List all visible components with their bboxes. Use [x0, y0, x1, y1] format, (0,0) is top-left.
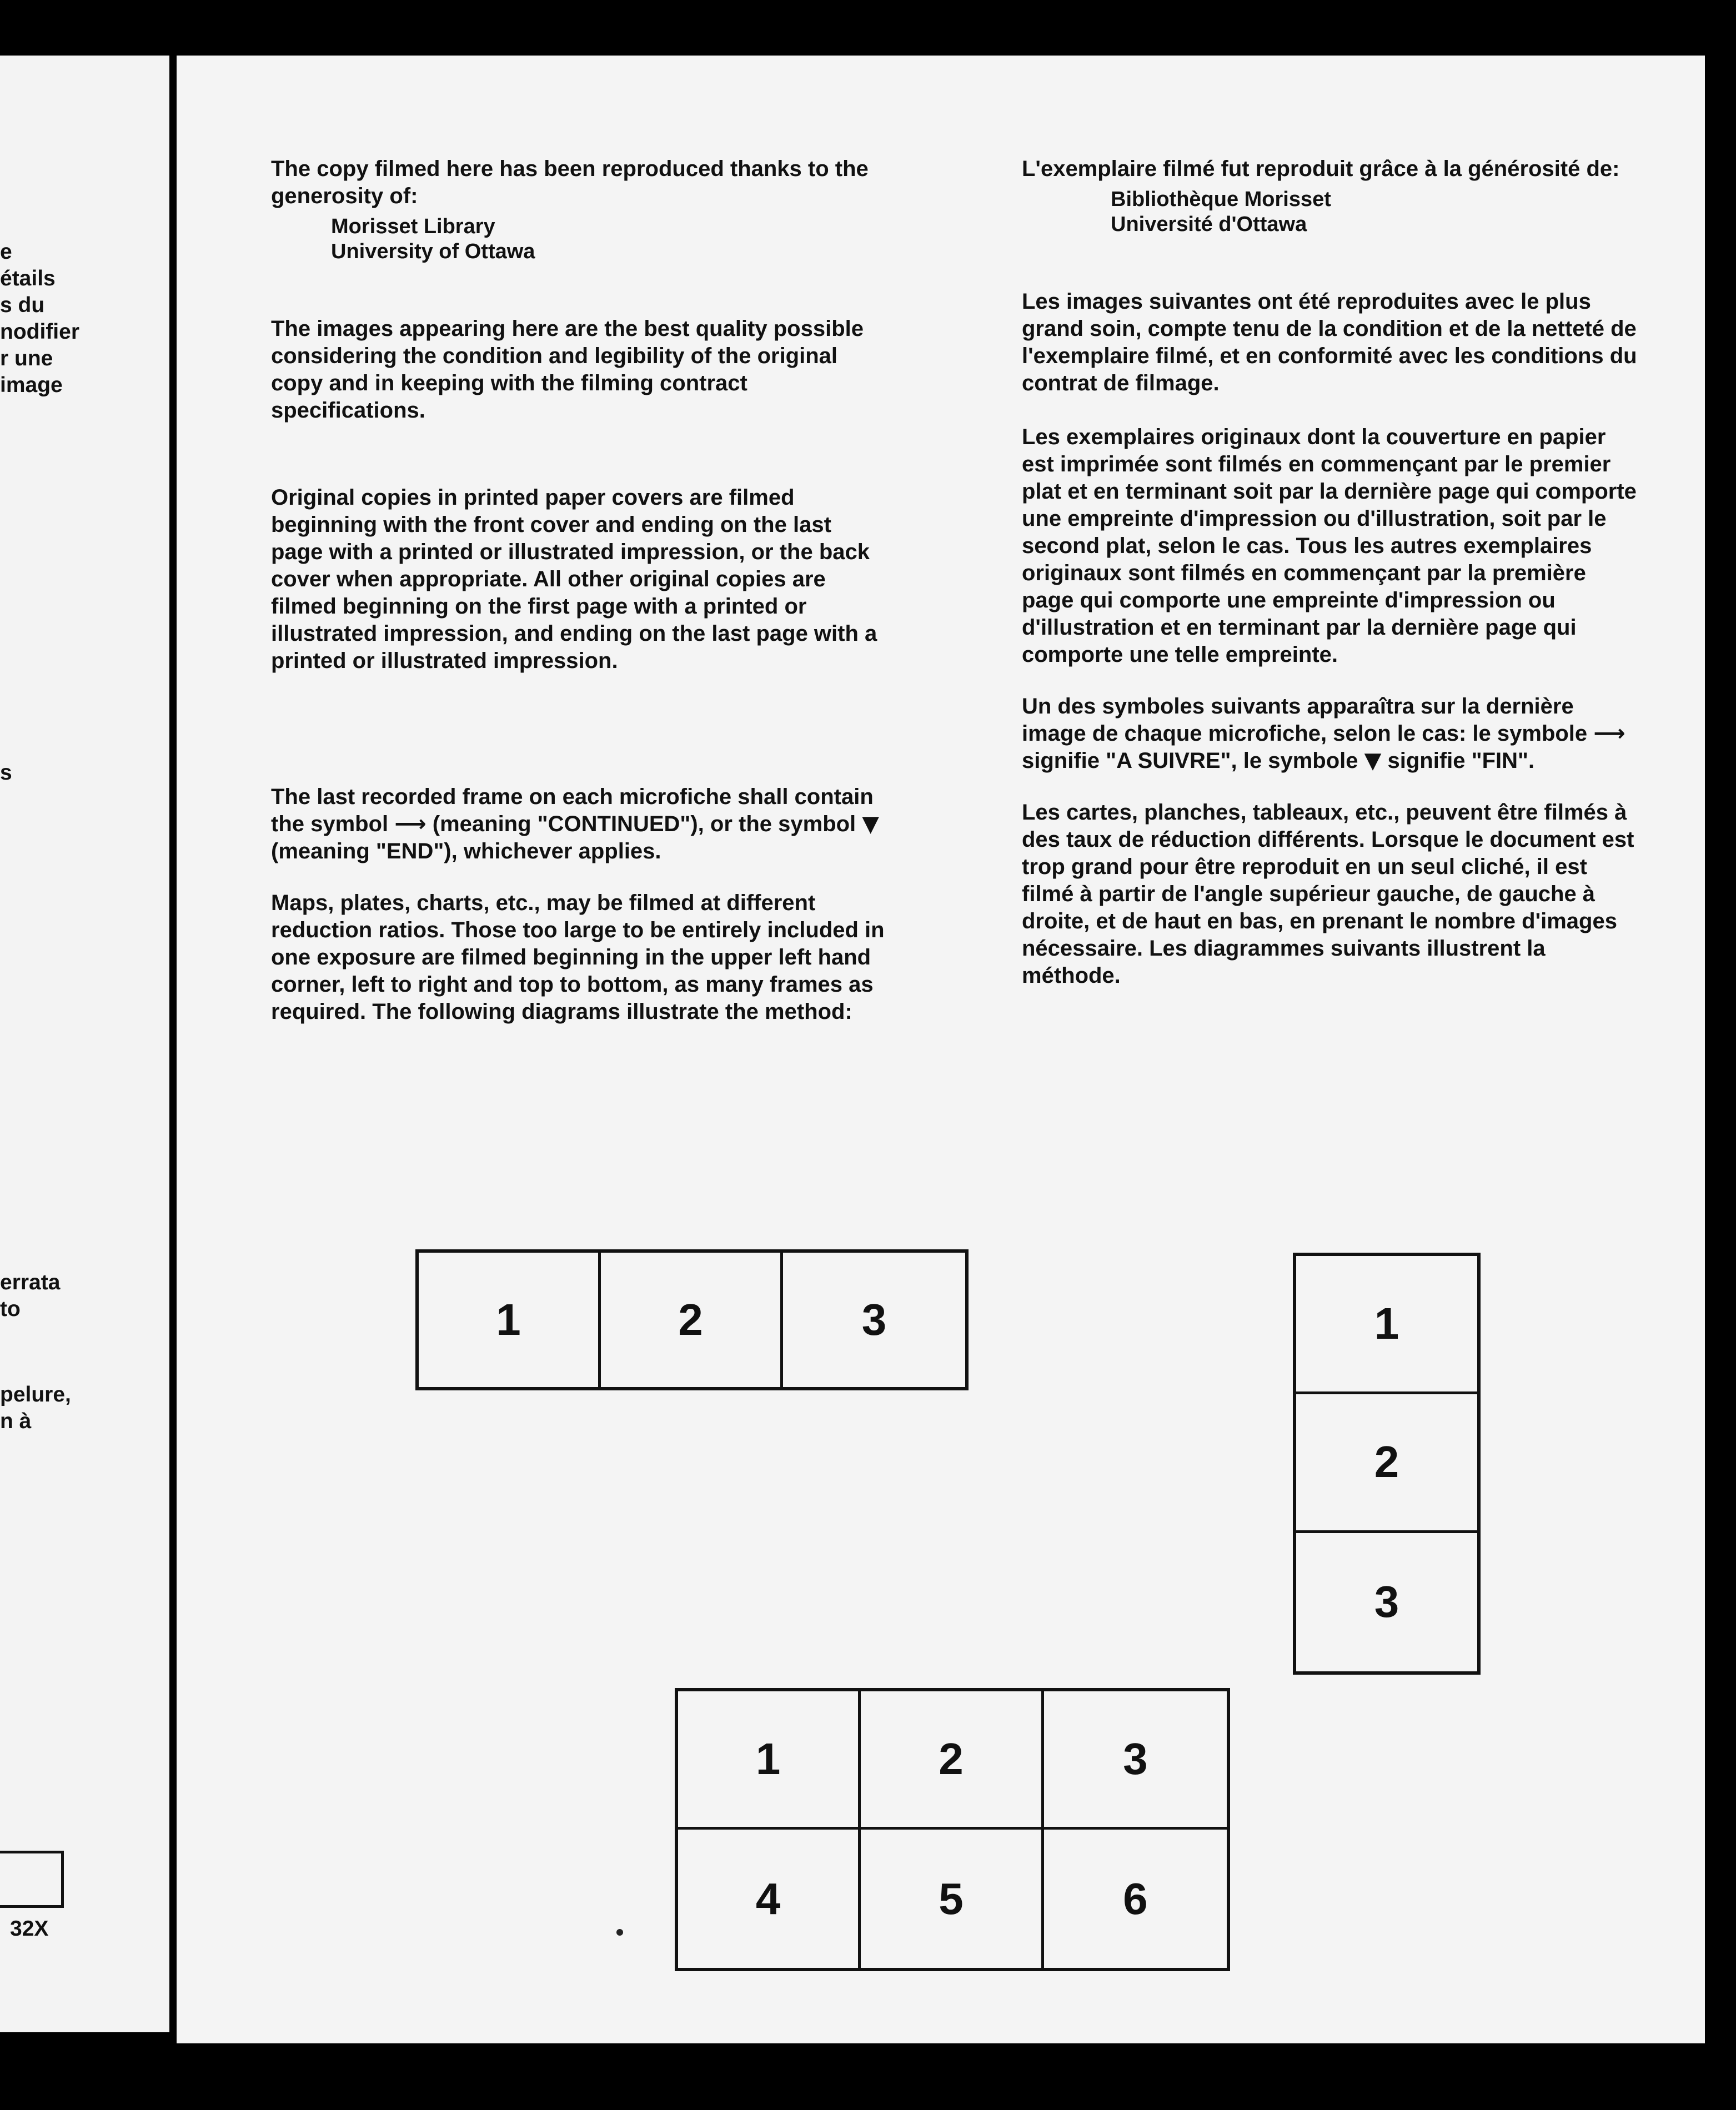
diagram-cell: 3 [861, 1295, 887, 1344]
diagram-cell: 2 [601, 1253, 783, 1387]
diagram-cell: 5 [861, 1830, 1043, 1968]
left-fragment: s [0, 761, 12, 785]
left-fragment: étails [0, 267, 56, 290]
french-symbols-paragraph [1022, 693, 1638, 775]
left-fragment: to [0, 1297, 21, 1321]
left-page-fragment [0, 56, 169, 2032]
diagram-cell: 1 [678, 1691, 861, 1830]
diagram-cell: 3 [1044, 1691, 1227, 1830]
english-symbols-text-1: The last recorded frame on each microfiche shall contain the symbol [271, 785, 874, 836]
english-quality-paragraph: The images appearing here are the best quality possible considering the condition and legibility of the original copy and in keeping with the filming contract specifications. [271, 316, 864, 423]
english-maps-paragraph: Maps, plates, charts, etc., may be filmed at different reduction ratios. Those too large to be entirely included in one exposure are filmed beginning in the upper left hand corner, left to right and top to bottom, as many frames as required. The following diagrams illustrate the method: [271, 891, 885, 1024]
scan-speck [616, 1929, 623, 1936]
french-originals-paragraph: Les exemplaires originaux dont la couverture en papier est imprimée sont filmés en commençant par le premier plat et en terminant soit par la dernière page qui comporte une empreinte d'impression ou d'illustration, soit par le second plat, selon le cas. Tous les autres exemplaires originaux sont filmés en commençant par la première page qui comporte une empreinte d'impression ou d'illustration et en terminant par la dernière page qui comporte une telle empreinte. [1022, 425, 1637, 667]
left-fragment: errata [0, 1270, 61, 1294]
french-symbols-text-3: signifie "FIN". [1387, 748, 1535, 773]
resolution-target-box [0, 1851, 64, 1908]
left-fragment: 32X [10, 1917, 49, 1941]
left-fragment: image [0, 373, 63, 397]
diagram-cell: 2 [1296, 1394, 1477, 1533]
english-institution-line2: University of Ottawa [331, 240, 535, 263]
french-institution-line1: Bibliothèque Morisset [1111, 188, 1331, 211]
english-symbols-paragraph [271, 783, 887, 865]
french-symbols-text-2: signifie "A SUIVRE", le symbole [1022, 748, 1358, 773]
french-column [1022, 155, 1638, 989]
left-fragment: nodifier [0, 320, 79, 344]
microfiche-notice-page [177, 56, 1705, 2043]
english-originals-paragraph: Original copies in printed paper covers are filmed beginning with the front cover and ending on the last page with a printed or illustrated impression, or the back cover when appropriate. All other original copies are filmed beginning on the first page with a printed or illustrated impression, and ending on the last page with a printed or illustrated impression. [271, 485, 877, 673]
english-column [271, 155, 887, 1026]
diagram-grid [675, 1688, 1230, 1971]
left-fragment: pelure, [0, 1383, 71, 1406]
english-institution-line1: Morisset Library [331, 215, 495, 238]
french-institution [1022, 187, 1638, 237]
diagram-cell: 2 [861, 1691, 1043, 1830]
french-intro: L'exemplaire filmé fut reproduit grâce à la générosité de: [1022, 157, 1620, 181]
french-symbols-text-1: Un des symboles suivants apparaîtra sur la dernière image de chaque microfiche, selon le cas: le symbole [1022, 694, 1588, 746]
arrow-icon: ⟶ [1593, 721, 1625, 746]
french-maps-paragraph: Les cartes, planches, tableaux, etc., peuvent être filmés à des taux de réduction différents. Lorsque le document est trop grand pour être reproduit en un seul cliché, il est filmé à partir de l'angle supérieur gauche, de gauche à droite, et de haut en bas, en prenant le nombre d'images nécessaire. Les diagrammes suivants illustrent la méthode. [1022, 800, 1634, 988]
triangle-down-icon: ▼ [862, 811, 880, 837]
left-fragment: s du [0, 293, 45, 317]
french-quality-paragraph: Les images suivantes ont été reproduites avec le plus grand soin, compte tenu de la condition et de la netteté de l'exemplaire filmé, et en conformité avec les conditions du contrat de filmage. [1022, 289, 1637, 395]
english-institution [271, 214, 887, 264]
diagram-cell: 4 [678, 1830, 861, 1968]
diagram-cell: 1 [1296, 1256, 1477, 1394]
left-fragment: n à [0, 1409, 32, 1433]
left-fragment: r une [0, 346, 53, 370]
left-fragment: e [0, 240, 12, 264]
diagram-cell: 3 [1374, 1577, 1399, 1627]
english-intro: The copy filmed here has been reproduced thanks to the generosity of: [271, 157, 869, 208]
diagram-horizontal [415, 1249, 969, 1390]
english-symbols-text-3: (meaning "END"), whichever applies. [271, 839, 661, 863]
diagram-cell: 6 [1123, 1873, 1148, 1923]
triangle-down-icon: ▼ [1364, 748, 1382, 773]
diagram-cell: 1 [419, 1253, 601, 1387]
english-symbols-text-2: (meaning "CONTINUED"), or the symbol [432, 812, 856, 836]
french-institution-line2: Université d'Ottawa [1111, 213, 1307, 236]
arrow-icon: ⟶ [394, 811, 427, 837]
diagram-vertical [1293, 1253, 1481, 1675]
